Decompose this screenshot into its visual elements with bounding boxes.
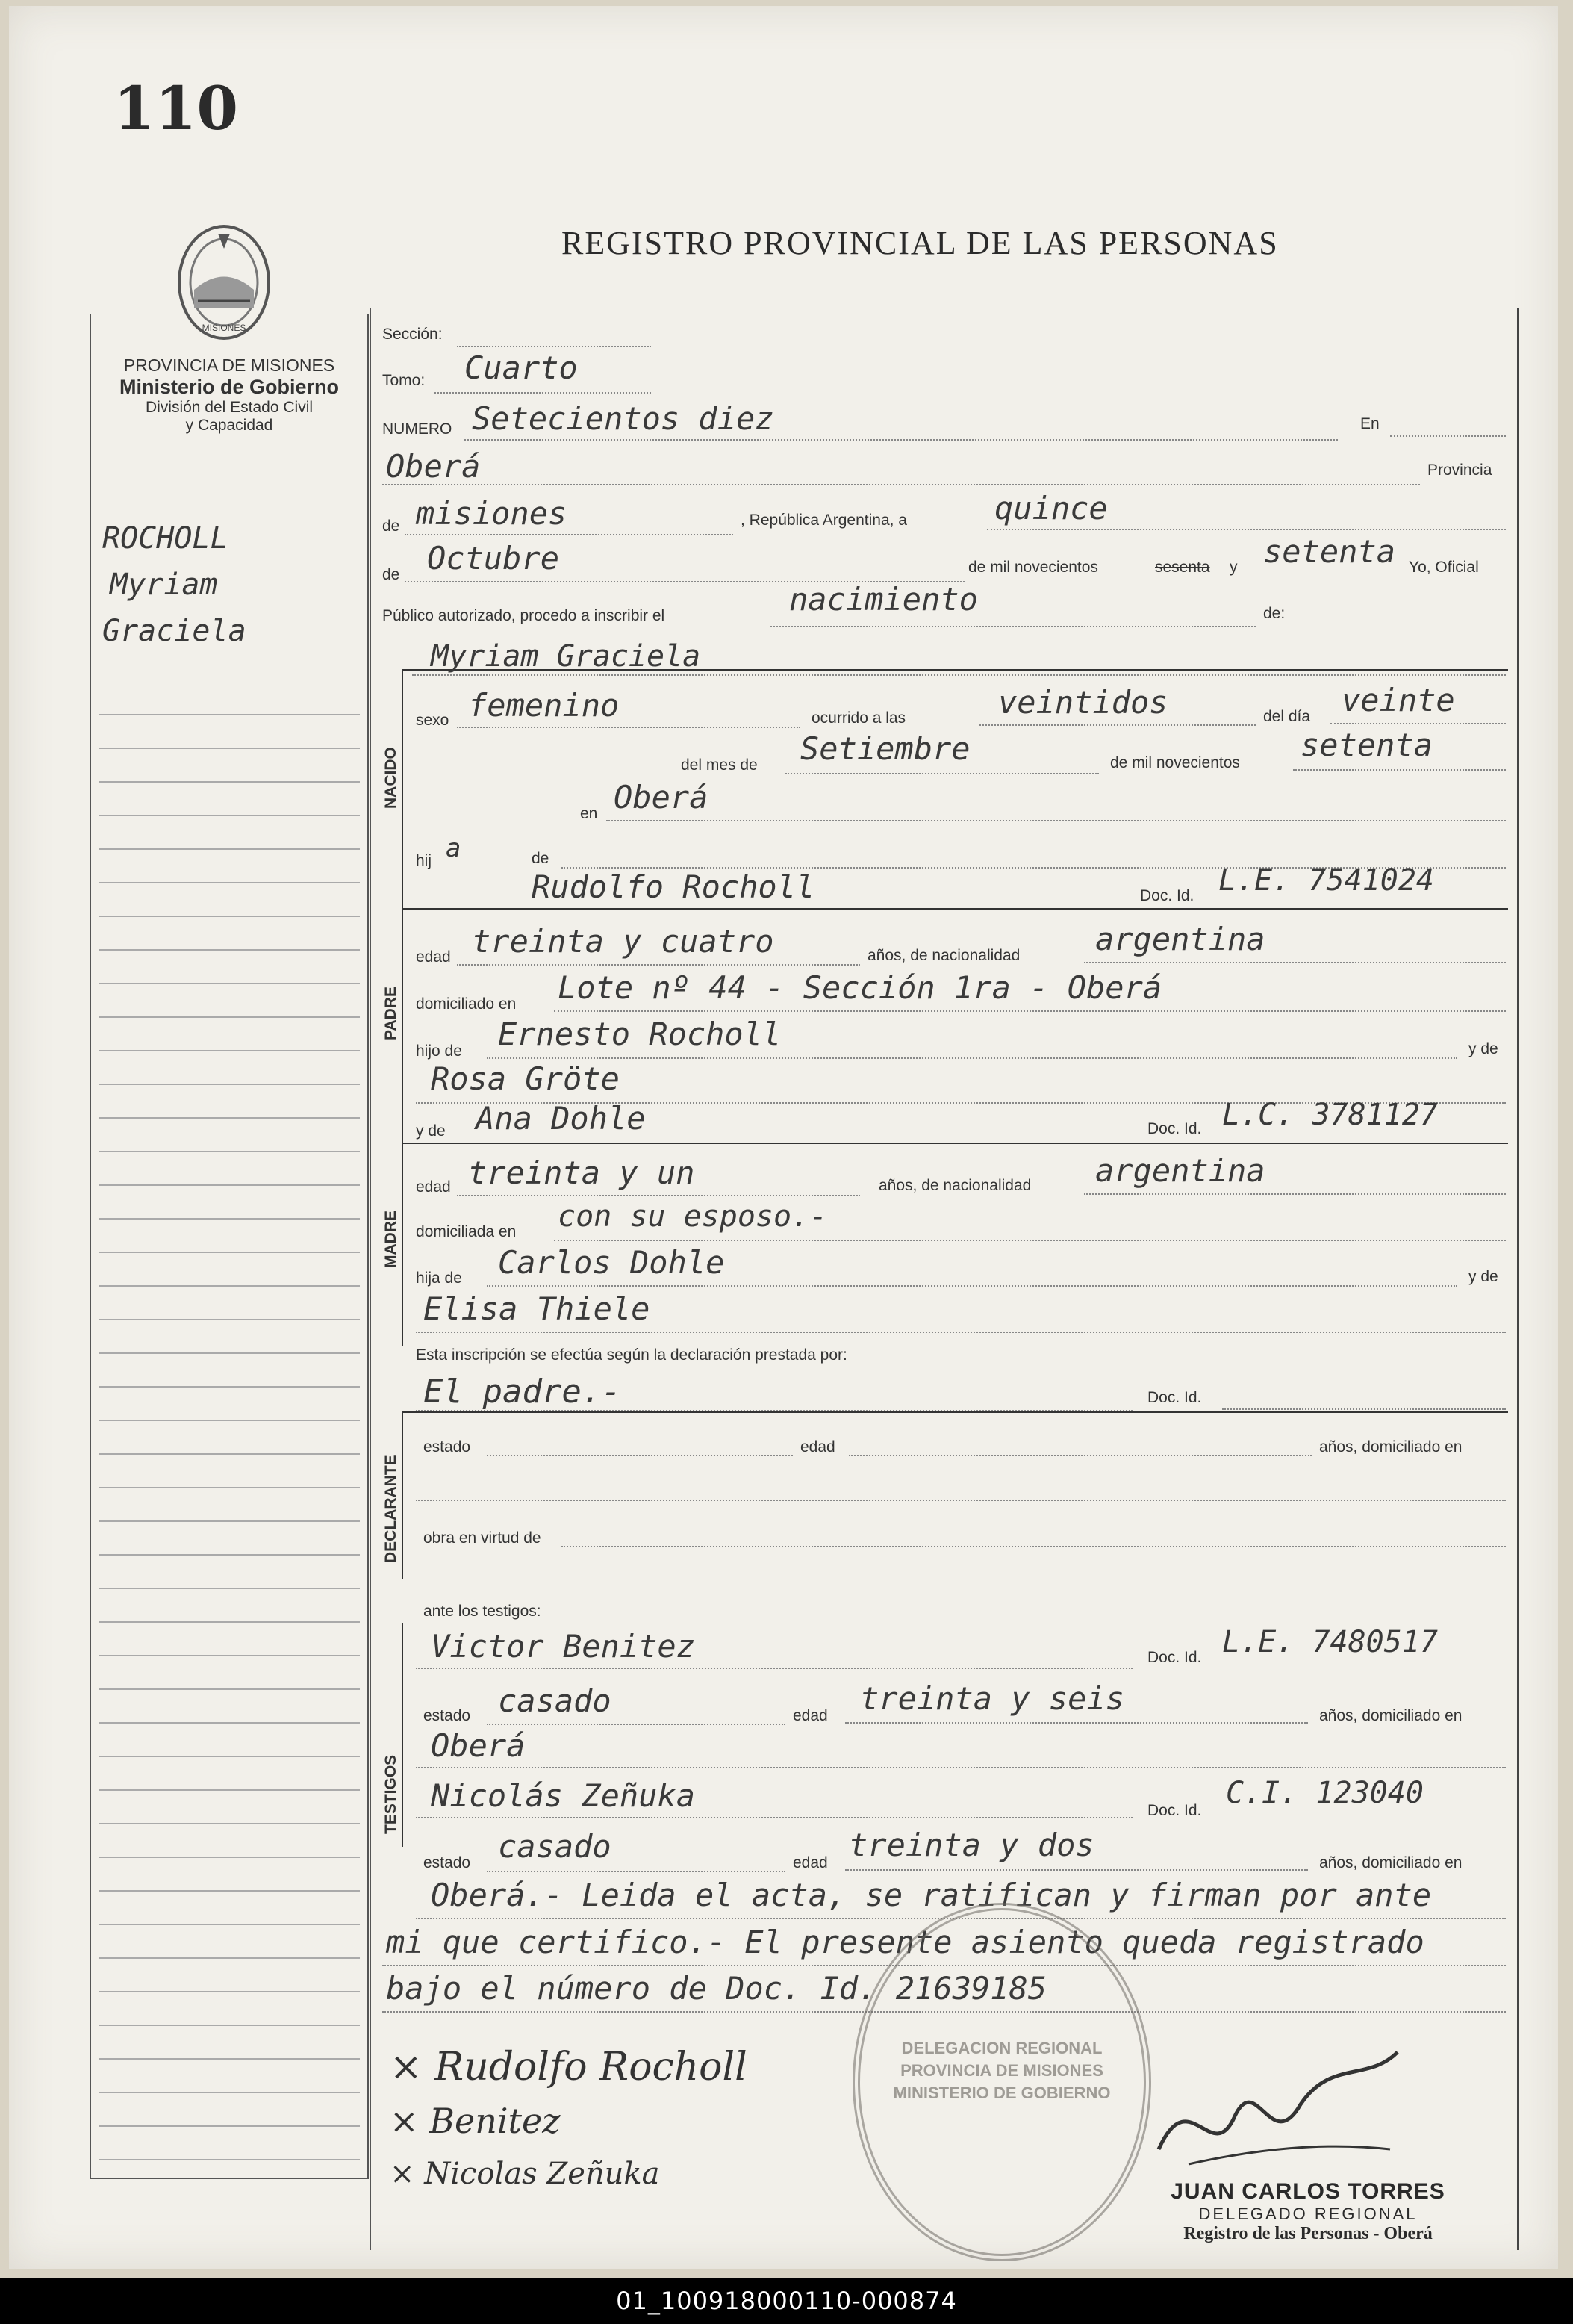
margin-first-name: Myriam: [110, 568, 218, 602]
value-padre-doc: L.E. 7541024: [1218, 863, 1434, 898]
value-madre-doc: L.C. 3781127: [1222, 1098, 1438, 1132]
value-padre-padre: Ernesto Rocholl: [498, 1016, 782, 1052]
value-tomo: Cuarto: [464, 349, 578, 386]
signature-father: × Rudolfo Rocholl: [390, 2045, 747, 2090]
label-publico: Público autorizado, procedo a inscribir el: [382, 607, 665, 624]
ministry-line: Ministerio de Gobierno: [119, 376, 340, 398]
label-del-dia: del día: [1263, 708, 1311, 725]
label-y: y: [1230, 559, 1238, 576]
label-sexo: sexo: [416, 712, 449, 729]
official-role: DELEGADO REGIONAL: [1198, 2205, 1418, 2223]
value-mes-nac: Setiembre: [800, 730, 971, 767]
label-edad-padre: edad: [416, 948, 451, 966]
value-padre-nombre: Rudolfo Rocholl: [532, 869, 815, 905]
page-title: REGISTRO PROVINCIAL DE LAS PERSONAS: [561, 225, 1279, 261]
value-observacion-1: Oberá.- Leida el acta, se ratifican y firman por ante: [431, 1877, 1432, 1913]
label-de-mil-nac: de mil novecientos: [1110, 754, 1240, 771]
value-dia: quince: [994, 490, 1108, 526]
seal-line-2: PROVINCIA DE MISIONES: [900, 2061, 1103, 2080]
value-declarante: El padre.-: [423, 1373, 621, 1411]
value-padre-madre: Rosa Gröte: [431, 1060, 620, 1097]
official-name: JUAN CARLOS TORRES: [1171, 2179, 1445, 2204]
value-lugar-nac: Oberá: [614, 779, 708, 815]
label-estado-declarante: estado: [423, 1438, 471, 1455]
section-declarante-label: DECLARANTE: [382, 1455, 399, 1563]
value-observacion-2: mi que certifico.- El presente asiento queda registrado: [386, 1924, 1424, 1960]
value-anio: setenta: [1263, 533, 1396, 570]
value-madre-padre: Carlos Dohle: [498, 1244, 725, 1281]
label-de: de: [382, 518, 400, 535]
label-doc-testigo1: Doc. Id.: [1147, 1649, 1202, 1666]
signature-witness-2: × Nicolas Zeñuka: [390, 2157, 660, 2191]
label-estado-testigo1: estado: [423, 1707, 471, 1724]
value-padre-edad: treinta y cuatro: [472, 923, 774, 960]
value-madre-dom: con su esposo.-: [558, 1199, 828, 1234]
seal-line-1: DELEGACION REGIONAL: [901, 2039, 1103, 2057]
section-padre-label: PADRE: [382, 987, 399, 1040]
official-seal: [853, 1903, 1151, 2261]
official-office: Registro de las Personas - Oberá: [1183, 2224, 1433, 2243]
value-testigo2-doc: C.I. 123040: [1226, 1776, 1424, 1810]
value-acto: nacimiento: [789, 581, 978, 618]
value-testigo1-doc: L.E. 7480517: [1222, 1625, 1438, 1659]
value-testigo2-estado: casado: [498, 1828, 611, 1865]
value-madre-nombre: Ana Dohle: [476, 1100, 646, 1137]
image-caption: 01_100918000110-000874: [0, 2278, 1573, 2324]
label-hij: hij: [416, 852, 432, 869]
label-numero: NUMERO: [382, 420, 452, 438]
value-hora: veintidos: [998, 684, 1168, 721]
label-anios-dom-testigo2: años, domiciliado en: [1319, 1854, 1463, 1871]
official-signature-icon: [1144, 2037, 1412, 2179]
label-de-hijo: de: [532, 850, 549, 867]
section-nacido-label: NACIDO: [382, 747, 399, 809]
label-estado-testigo2: estado: [423, 1854, 471, 1871]
section-madre-label: MADRE: [382, 1211, 399, 1268]
value-testigo1-dom: Oberá: [431, 1727, 526, 1764]
seal-line-3: MINISTERIO DE GOBIERNO: [893, 2084, 1111, 2102]
label-republica: , República Argentina, a: [741, 512, 907, 529]
label-edad-madre: edad: [416, 1178, 451, 1196]
label-ocurrido: ocurrido a las: [812, 709, 906, 727]
label-edad-testigo1: edad: [793, 1707, 828, 1724]
value-hij-suffix: a: [446, 833, 461, 863]
label-hija-de: hija de: [416, 1270, 462, 1287]
label-provincia: Provincia: [1427, 462, 1492, 479]
label-y-de-abuela: y de: [1468, 1268, 1498, 1285]
official-block: [1133, 2179, 1483, 2244]
register-page: [9, 6, 1558, 2269]
label-doc-testigo2: Doc. Id.: [1147, 1802, 1202, 1819]
crest-label: MISIONES: [202, 323, 246, 333]
label-dom-madre: domiciliada en: [416, 1223, 517, 1240]
value-anio-nac: setenta: [1301, 727, 1433, 763]
value-testigo1-edad: treinta y seis: [860, 1680, 1125, 1717]
label-y-de-padre: y de: [1468, 1040, 1498, 1057]
value-madre-nac: argentina: [1095, 1152, 1265, 1189]
value-nombre: Myriam Graciela: [431, 639, 701, 674]
label-obra: obra en virtud de: [423, 1529, 541, 1547]
label-y-de-madre: y de: [416, 1122, 446, 1140]
label-dom-padre: domiciliado en: [416, 995, 517, 1013]
label-en: En: [1360, 415, 1380, 432]
value-testigo2: Nicolás Zeñuka: [431, 1777, 696, 1814]
section-declarante-box: [402, 1411, 1508, 1579]
label-doc-declarante: Doc. Id.: [1147, 1389, 1202, 1406]
value-testigo2-edad: treinta y dos: [849, 1827, 1094, 1863]
value-padre-nac: argentina: [1095, 921, 1265, 957]
value-madre-edad: treinta y un: [468, 1155, 695, 1191]
value-testigo1: Victor Benitez: [431, 1628, 696, 1665]
value-madre-madre: Elisa Thiele: [423, 1290, 650, 1327]
label-doc-padre: Doc. Id.: [1140, 887, 1194, 904]
value-numero: Setecientos diez: [472, 400, 774, 437]
value-provincia: misiones: [416, 495, 567, 532]
label-de-mil: de mil novecientos: [968, 559, 1098, 576]
value-lugar: Oberá: [386, 448, 481, 485]
province-line: PROVINCIA DE MISIONES: [123, 355, 335, 375]
label-anios-nac-padre: años, de nacionalidad: [868, 947, 1021, 964]
label-doc-madre: Doc. Id.: [1147, 1120, 1202, 1137]
signature-witness-1: × Benitez: [390, 2101, 561, 2141]
label-tomo: Tomo:: [382, 372, 426, 389]
margin-second-name: Graciela: [102, 614, 246, 648]
margin-ruled-lines: [99, 682, 360, 2175]
label-edad-testigo2: edad: [793, 1854, 828, 1871]
value-mes: Octubre: [427, 540, 560, 577]
label-yo-oficial: Yo, Oficial: [1409, 559, 1479, 576]
label-ante: ante los testigos:: [423, 1603, 541, 1620]
capacity-line: y Capacidad: [185, 417, 273, 434]
label-anios-dom-testigo1: años, domiciliado en: [1319, 1707, 1463, 1724]
value-observacion-3: bajo el número de Doc. Id. 21639185: [386, 1970, 1047, 2007]
label-del-mes: del mes de: [681, 756, 758, 774]
label-edad-declarante: edad: [800, 1438, 835, 1455]
label-en-nac: en: [580, 805, 598, 822]
label-de-colon: de:: [1263, 605, 1286, 622]
division-line: División del Estado Civil: [145, 399, 314, 416]
value-sexo: femenino: [468, 687, 620, 724]
label-de-mes: de: [382, 566, 400, 583]
value-padre-dom: Lote nº 44 - Sección 1ra - Oberá: [558, 969, 1162, 1006]
label-anios-nac-madre: años, de nacionalidad: [879, 1177, 1032, 1194]
label-anios-dom-declarante: años, domiciliado en: [1319, 1438, 1463, 1455]
label-seccion: Sección:: [382, 326, 443, 343]
label-inscripcion: Esta inscripción se efectúa según la declaración prestada por:: [416, 1346, 847, 1364]
label-hijo-de: hijo de: [416, 1043, 462, 1060]
margin-surname: ROCHOLL: [102, 521, 228, 556]
page-number: 110: [113, 73, 238, 143]
label-sesenta: sesenta: [1155, 559, 1210, 576]
value-testigo1-estado: casado: [498, 1683, 611, 1719]
section-testigos-label: TESTIGOS: [382, 1754, 399, 1834]
value-dia-nac: veinte: [1342, 682, 1455, 718]
